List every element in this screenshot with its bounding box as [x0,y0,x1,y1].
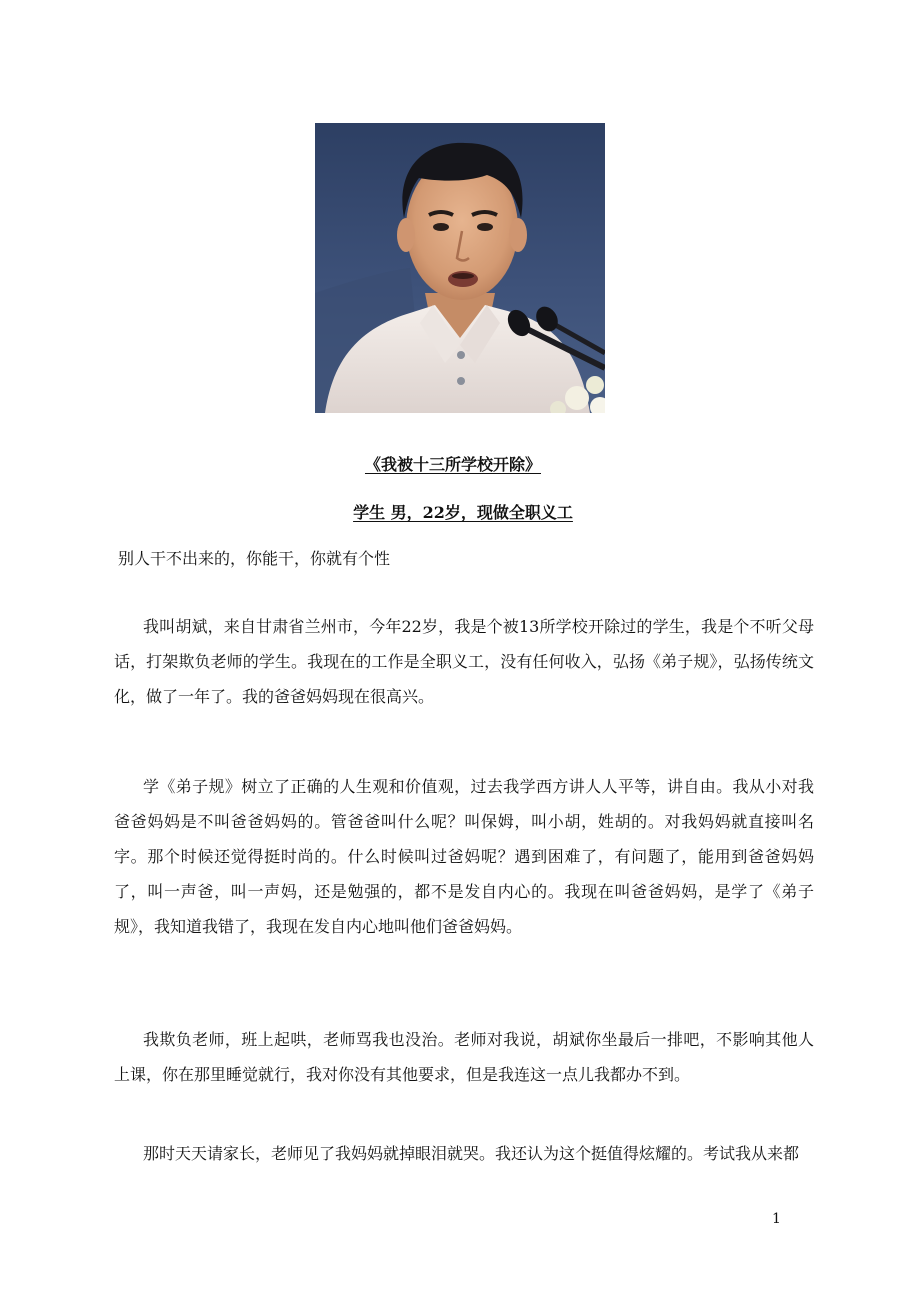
lead-sentence: 别人干不出来的，你能干，你就有个性 [118,549,391,568]
paragraph: 我欺负老师，班上起哄，老师骂我也没治。老师对我说，胡斌你坐最后一排吧，不影响其他人上课，你在那里睡觉就行，我对你没有其他要求，但是我连这一点儿我都办不到。 [114,1030,814,1084]
page-number: 1 [772,1211,781,1227]
document-title: 《我被十三所学校开除》 [364,455,541,474]
paragraph: 学《弟子规》树立了正确的人生观和价值观，过去我学西方讲人人平等，讲自由。我从小对我爸爸妈妈是不叫爸爸妈妈的。管爸爸叫什么呢？叫保姆，叫小胡，姓胡的。对我妈妈就直接叫名字。那个时候还觉得挺时尚的。什么时候叫过爸妈呢？遇到困难了，有问题了，能用到爸爸妈妈了，叫一声爸，叫一声妈，还是勉强的，都不是发自内心的。我现在叫爸爸妈妈，是学了《弟子规》，我知道我错了，我现在发自内心地叫他们爸爸妈妈。 [114,777,814,936]
paragraph: 那时天天请家长，老师见了我妈妈就掉眼泪就哭。我还认为这个挺值得炫耀的。考试我从来都 [143,1144,800,1163]
paragraph: 我叫胡斌，来自甘肃省兰州市，今年22岁，我是个被13所学校开除过的学生，我是个不听父母话，打架欺负老师的学生。我现在的工作是全职义工，没有任何收入，弘扬《弟子规》，弘扬传统文化，做了一年了。我的爸爸妈妈现在很高兴。 [114,617,814,706]
speaker-photo [315,123,605,413]
document-subtitle: 学生 男，22岁，现做全职义工 [353,503,573,522]
